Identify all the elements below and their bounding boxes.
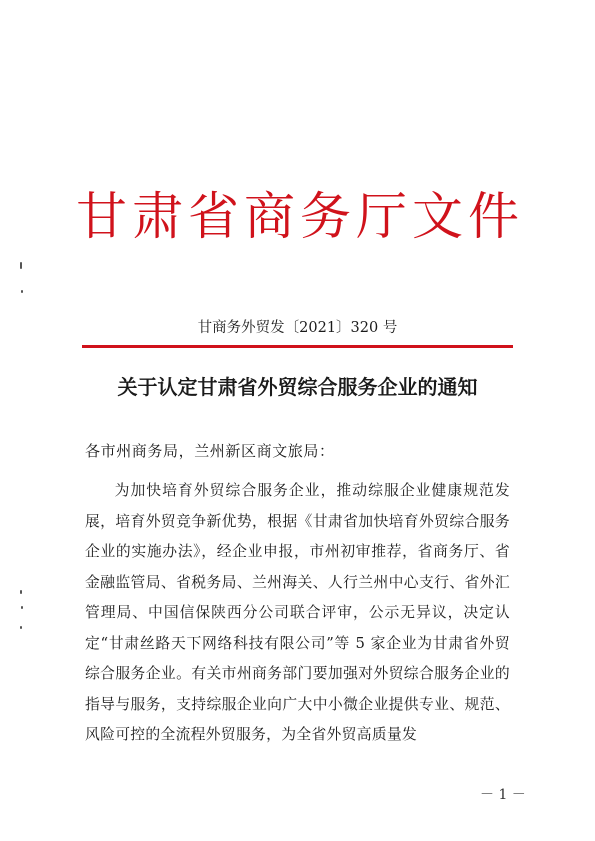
scan-mark xyxy=(21,606,23,609)
body-paragraph: 为加快培育外贸综合服务企业，推动综服企业健康规范发展，培育外贸竞争新优势，根据《甘肃省加快培育外贸综合服务企业的实施办法》，经企业申报，市州初审推荐，省商务厅、省金融监管局、省税务局、兰州海关、人行兰州中心支行、省外汇管理局、中国信保陕西分公司联合评审，公示无异议，决定认定“甘肃丝路天下网络科技有限公司”等 5 家企业为甘肃省外贸综合服务企业。有关市州商务部门要加强对外贸综合服务企业的指导与服务，支持综服企业向广大中小微企业提供专业、规范、风险可控的全流程外贸服务，为全省外贸高质量发 xyxy=(85,482,510,743)
document-header-title: 甘肃省商务厅文件 xyxy=(75,188,524,247)
subject-title: 关于认定甘肃省外贸综合服务企业的通知 xyxy=(117,375,478,399)
addressee-line: 各市州商务局，兰州新区商文旅局： xyxy=(85,442,335,460)
scan-mark xyxy=(20,590,22,594)
red-divider-line xyxy=(82,345,513,348)
page-number: － 1 － xyxy=(480,787,526,803)
scan-mark xyxy=(20,262,22,269)
scan-mark xyxy=(21,290,23,293)
scan-mark xyxy=(20,626,22,629)
document-number: 甘商务外贸发〔2021〕320 号 xyxy=(197,320,398,336)
